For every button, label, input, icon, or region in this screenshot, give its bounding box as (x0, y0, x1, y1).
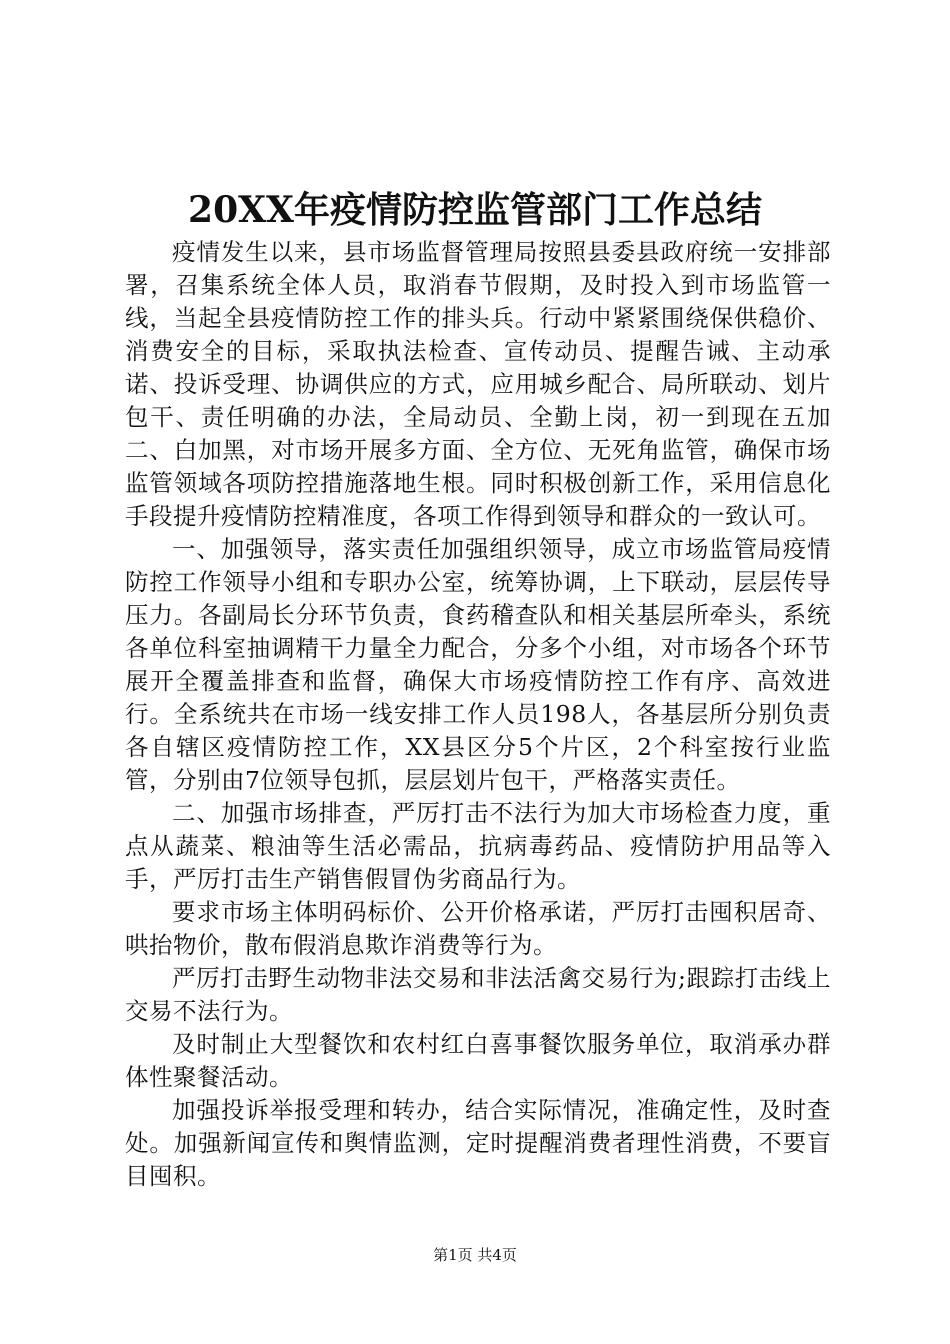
page-number-footer: 第1页 共4页 (433, 1246, 517, 1264)
paragraph: 疫情发生以来，县市场监督管理局按照县委县政府统一安排部署，召集系统全体人员，取消春节假期，及时投入到市场监管一线，当起全县疫情防控工作的排头兵。行动中紧紧围绕保供稳价、消费安全的目标，采取执法检查、宣传动员、提醒告诫、主动承诺、投诉受理、协调供应的方式，应用城乡配合、局所联动、划片包干、责任明确的办法，全局动员、全勤上岗，初一到现在五加二、白加黑，对市场开展多方面、全方位、无死角监管，确保市场监管领域各项防控措施落地生根。同时积极创新工作，采用信息化手段提升疫情防控精准度，各项工作得到领导和群众的一致认可。 (125, 238, 831, 530)
document-title: 20XX年疫情防控监管部门工作总结 (188, 189, 762, 231)
paragraph: 加强投诉举报受理和转办，结合实际情况，准确定性，及时查处。加强新闻宣传和舆情监测，定时提醒消费者理性消费，不要盲目囤积。 (125, 1096, 831, 1190)
paragraph: 二、加强市场排查，严厉打击不法行为加大市场检查力度，重点从蔬菜、粮油等生活必需品，抗病毒药品、疫情防护用品等入手，严厉打击生产销售假冒伪劣商品行为。 (125, 799, 831, 893)
paragraph: 及时制止大型餐饮和农村红白喜事餐饮服务单位，取消承办群体性聚餐活动。 (125, 1030, 831, 1091)
paragraph: 要求市场主体明码标价、公开价格承诺，严厉打击囤积居奇、哄抬物价，散布假消息欺诈消费等行为。 (125, 898, 831, 959)
paragraph: 一、加强领导，落实责任加强组织领导，成立市场监管局疫情防控工作领导小组和专职办公室，统筹协调，上下联动，层层传导压力。各副局长分环节负责，食药稽查队和相关基层所牵头，系统各单位科室抽调精干力量全力配合，分多个小组，对市场各个环节展开全覆盖排查和监督，确保大市场疫情防控工作有序、高效进行。全系统共在市场一线安排工作人员198人，各基层所分别负责各自辖区疫情防控工作，XX县区分5个片区，2个科室按行业监管，分别由7位领导包抓，层层划片包干，严格落实责任。 (125, 535, 831, 794)
paragraph: 严厉打击野生动物非法交易和非法活禽交易行为;跟踪打击线上交易不法行为。 (125, 964, 831, 1025)
document-body (125, 236, 831, 1193)
